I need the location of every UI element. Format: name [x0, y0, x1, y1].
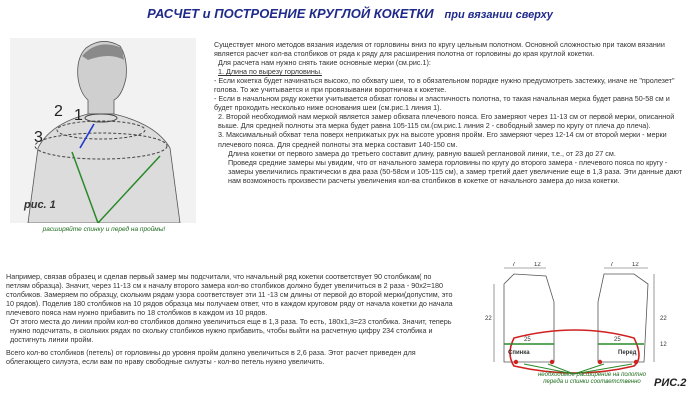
label-1: 1	[74, 107, 83, 124]
dim-label: 12	[660, 342, 667, 348]
paragraph: Существует много методов вязания изделия от горловины вниз по кругу цельным полотном. Основной сложностью при таком вязании является расчет кол-ва столбиков от ряда к ряду для расширения полотна от горловины до края круглой кокетки.	[214, 40, 665, 59]
paragraph: Для расчета нам нужно снять такие основные мерки (см.рис.1):	[218, 58, 431, 68]
paragraph: От этого места до линии пройм кол-во столбиков должно увеличиться еще в 1,3 раза. То есть, 180х1,3=23 столбика. Значит, теперь нужно подсчитать, в скольких рядах по скольку столбиков нужно прибавить, чтобы выйти на расчетную цифру 234 столбика и достигнуть линии пройм.	[10, 317, 452, 345]
figure-1-caption: рис. 1	[24, 199, 56, 211]
dim-label: 12	[632, 262, 639, 268]
intro-text-block	[214, 40, 690, 185]
paragraph: - Если в начальном ряду кокетки учитывается обхват головы и эластичность полотна, то такая начальная мерка будет равна 50-58 см и будет проходить несколько ниже основания шеи (см.рис.1 линия 1).	[214, 94, 670, 113]
figure-2-note: необходимое расширение на полотно переда и спинки соответственно	[537, 372, 646, 385]
dim-label: 7	[610, 262, 614, 268]
figure-1-note: расширяйте спинку и перед на проймы!	[42, 226, 166, 233]
marker-dot	[550, 360, 554, 364]
paragraph: 3. Максимальный обхват тела поверх неприжатых рук на высоте уровня пройм. Его замеряют через 12-14 см от второй мерки - мерки плечевого пояса. Для средней полноты эта мерка составит 140-150 см.	[218, 130, 667, 149]
paragraph: 1. Длина по вырезу горловины.	[218, 67, 322, 77]
dim-label: 25	[614, 337, 621, 343]
marker-dot	[514, 360, 518, 364]
dim-label: 12	[534, 262, 541, 268]
dim-label: 7	[512, 262, 516, 268]
example-text-block	[6, 272, 454, 366]
back-label: Спинка	[508, 350, 530, 356]
dim-label: 22	[485, 316, 492, 322]
dim-label: 25	[524, 337, 531, 343]
marker-dot	[598, 360, 602, 364]
dim-label: 22	[660, 316, 667, 322]
paragraph: Всего кол-во столбиков (петель) от горловины до уровня пройм должно увеличиться в 2,6 раза. Этот расчет приведен для облегающего силуэта, если вам по нраву свободные силуэты - кол-во петель нужно увеличить.	[6, 348, 416, 367]
figure-1	[10, 38, 196, 223]
paragraph: 2. Второй необходимой нам меркой является замер обхвата плечевого пояса. Его замеряют через 11-13 см от первой мерки, описанной выше. Для средней полноты эта мерка будет равна 105-115 см.(см.рис.1 линия 2 - свободный замер по кругу от плеча до плеча).	[218, 112, 675, 131]
marker-dot	[634, 360, 638, 364]
paragraph: - Если кокетка будет начинаться высоко, по обхвату шеи, то в обязательном порядке нужно предусмотреть застежку, иначе не "пролезет" голова. То же учитывается и при провязывании воротничка к кокетке.	[214, 76, 675, 95]
label-3: 3	[34, 129, 43, 146]
label-2: 2	[54, 103, 63, 120]
paragraph: Например, связав образец и сделав первый замер мы подсчитали, что начальный ряд кокетки соответствует 90 столбикам( по петлям образца). Значит, через 11-13 см к началу второго замера кол-во столбиков должно будет увеличиться в 2 раза - 90х2=180 столбиков. Замеряем по образцу, скольким рядам узора соответствует эти 11 -13 см длины от первой до второй мерки(допустим, это 10 рядов). Поделив 180 столбиков на 10 рядов образца мы получаем ответ, что в каждом круговом ряду от начала кокетки до начала плечевого пояса нам нужно прибавить по 18 столбиков в каждом из 10 рядов.	[6, 272, 453, 318]
paragraph: Длина кокетки от первого замера до третьего составит длину, равную вашей реглановой линии, т.е., от 23 до 27 см.	[228, 148, 616, 158]
page-title: РАСЧЕТ и ПОСТРОЕНИЕ КРУГЛОЙ КОКЕТКИ при вязании сверху	[147, 6, 553, 21]
front-label: Перед	[618, 350, 637, 356]
figure-2-caption: РИС.2	[654, 377, 687, 389]
paragraph: Проведя средние замеры мы увидим, что от начального замера горловины по кругу до второго замера - плечевого пояса по кругу - замеры увеличились практически в два раза (50-58см и 105-115 см), а замер третий дает увеличение еще в 1,3 раза. Эти данные дают нам возможность произвести расчеты увеличения кол-ва столбиков в кокетке от начального замера до низа кокетки.	[228, 157, 683, 185]
